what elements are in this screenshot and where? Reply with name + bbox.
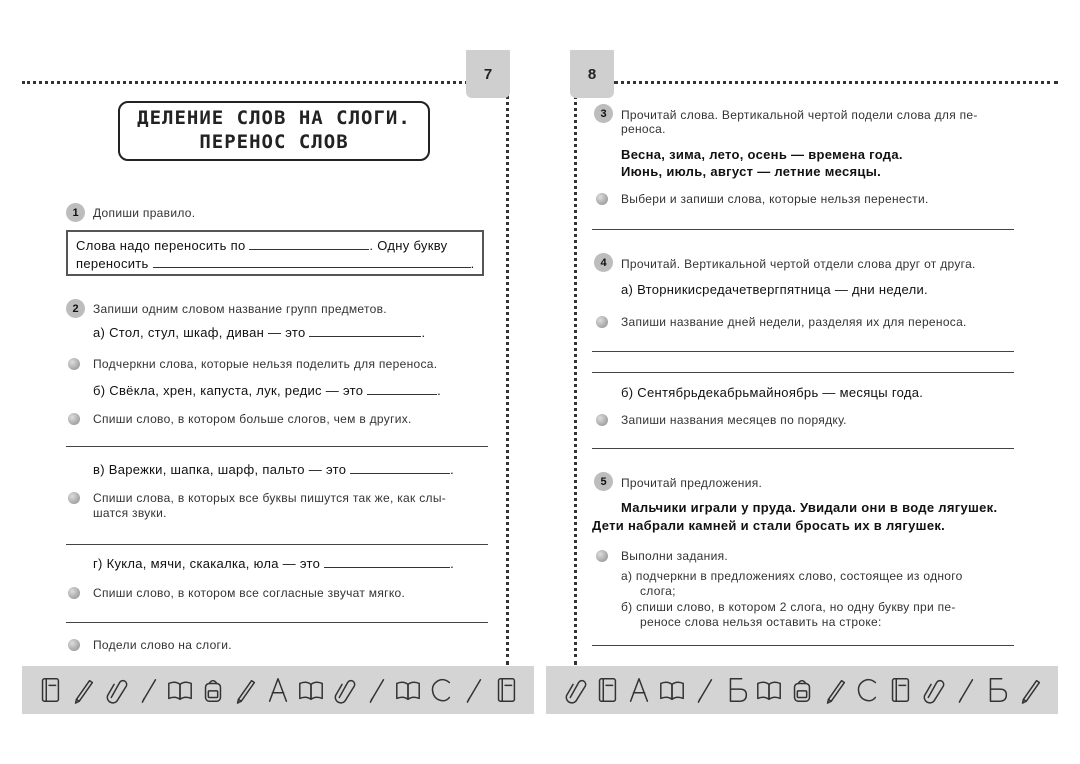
- answer-line[interactable]: [592, 645, 1014, 646]
- task3-words-line1: Весна, зима, лето, осень — времена года.: [621, 147, 903, 162]
- rule-line-1-start: Слова надо переносить по: [76, 238, 246, 253]
- pen-icon: [362, 674, 390, 706]
- task5-sentence-2: Дети набрали камней и стали бросать их в лягушек.: [592, 518, 946, 533]
- task-number-3: 3: [594, 104, 613, 123]
- left-dotted-margin: [506, 95, 509, 665]
- pencil-icon: [1016, 674, 1044, 706]
- task4-instruction: Прочитай. Вертикальной чертой отдели слова друг от друга.: [621, 257, 976, 271]
- answer-line[interactable]: [66, 544, 488, 545]
- rule-blank-1[interactable]: [249, 239, 369, 250]
- task3-words-line2: Июнь, июль, август — летние месяцы.: [621, 164, 882, 179]
- task3-instruction-line2: реноса.: [621, 122, 666, 136]
- task2-item-d-text: г) Кукла, мячи, скакалка, юла — это: [93, 556, 321, 571]
- answer-line[interactable]: [592, 351, 1014, 352]
- task2-bullet-a: Подчеркни слова, которые нельзя поделить для переноса.: [93, 357, 438, 371]
- task2-item-c-text: в) Варежки, шапка, шарф, пальто — это: [93, 462, 347, 477]
- task2-bullet-e: Подели слово на слоги.: [93, 638, 232, 652]
- notebook-icon: [593, 674, 621, 706]
- task1-instruction: Допиши правило.: [93, 206, 196, 220]
- rule-line-2-start: переносить: [76, 256, 149, 271]
- answer-line[interactable]: [592, 448, 1014, 449]
- paperclip-icon: [560, 674, 588, 706]
- letter-a-icon: [625, 674, 653, 706]
- pen-icon: [951, 674, 979, 706]
- notebook-icon: [36, 674, 64, 706]
- paperclip-icon: [918, 674, 946, 706]
- task2-blank-d[interactable]: [324, 557, 450, 568]
- task2-item-c: в) Варежки, шапка, шарф, пальто — это .: [93, 462, 455, 477]
- letter-b-icon: [983, 674, 1011, 706]
- notebook-icon: [492, 674, 520, 706]
- open-book-icon: [658, 674, 686, 706]
- task2-item-b-text: б) Свёкла, хрен, капуста, лук, редис — это: [93, 383, 364, 398]
- task-number-2: 2: [66, 299, 85, 318]
- pencil-icon: [69, 674, 97, 706]
- task5-item-a-line2: слога;: [640, 584, 676, 598]
- title-line-1: ДЕЛЕНИЕ СЛОВ НА СЛОГИ.: [137, 107, 411, 130]
- answer-line[interactable]: [66, 622, 488, 623]
- task5-instruction: Прочитай предложения.: [621, 476, 763, 490]
- answer-line[interactable]: [66, 446, 488, 447]
- task3-instruction-line1: Прочитай слова. Вертикальной чертой подели слова для пе-: [621, 108, 978, 122]
- task2-bullet-b: Спиши слово, в котором больше слогов, чем в других.: [93, 412, 412, 426]
- task4-item-b: б) Сентябрьдекабрьмайноябрь — месяцы года.: [621, 385, 924, 400]
- task2-item-d: г) Кукла, мячи, скакалка, юла — это .: [93, 556, 455, 571]
- backpack-icon: [788, 674, 816, 706]
- page-number-left: 7: [466, 50, 510, 98]
- task2-blank-b[interactable]: [367, 384, 437, 395]
- task5-bullet: Выполни задания.: [621, 549, 729, 563]
- bullet-icon: [596, 316, 608, 328]
- task2-item-a-text: а) Стол, стул, шкаф, диван — это: [93, 325, 306, 340]
- task-number-4: 4: [594, 253, 613, 272]
- task3-bullet: Выбери и запиши слова, которые нельзя перенести.: [621, 192, 929, 206]
- paperclip-icon: [329, 674, 357, 706]
- right-dotted-header-line: [614, 81, 1058, 84]
- rule-line-1-end: . Одну букву: [369, 238, 448, 253]
- task-number-5: 5: [594, 472, 613, 491]
- task5-sentence-1: Мальчики играли у пруда. Увидали они в воде лягушек.: [621, 500, 998, 515]
- letter-c-icon: [427, 674, 455, 706]
- task4-bullet-a: Запиши название дней недели, разделяя их для переноса.: [621, 315, 967, 329]
- task5-item-a-line1: а) подчеркни в предложениях слово, состоящее из одного: [621, 569, 963, 583]
- bullet-icon: [596, 414, 608, 426]
- task2-blank-c[interactable]: [350, 463, 450, 474]
- title-line-2: ПЕРЕНОС СЛОВ: [199, 131, 349, 153]
- rule-line-1: [76, 238, 447, 253]
- bullet-icon: [68, 358, 80, 370]
- answer-line[interactable]: [592, 229, 1014, 230]
- task2-bullet-d: Спиши слово, в котором все согласные звучат мягко.: [93, 586, 406, 600]
- rule-line-2: переносить .: [76, 256, 475, 271]
- bullet-icon: [68, 587, 80, 599]
- right-dotted-margin: [574, 95, 577, 665]
- open-book-icon: [166, 674, 194, 706]
- bullet-icon: [68, 413, 80, 425]
- letter-a-icon: [264, 674, 292, 706]
- left-dotted-header-line: [22, 81, 468, 84]
- pen-icon: [690, 674, 718, 706]
- open-book-icon: [394, 674, 422, 706]
- task4-bullet-b: Запиши названия месяцев по порядку.: [621, 413, 847, 427]
- task2-bullet-c-line2: шатся звуки.: [93, 506, 167, 520]
- pencil-icon: [821, 674, 849, 706]
- letter-c-icon: [853, 674, 881, 706]
- open-book-icon: [297, 674, 325, 706]
- decorative-icon-strip-right: [546, 666, 1058, 714]
- bullet-icon: [68, 492, 80, 504]
- notebook-icon: [886, 674, 914, 706]
- bullet-icon: [596, 550, 608, 562]
- pen-icon: [134, 674, 162, 706]
- letter-b-icon: [723, 674, 751, 706]
- task4-item-a: а) Вторникисредачетвергпятница — дни недели.: [621, 282, 928, 297]
- task2-blank-a[interactable]: [309, 326, 421, 337]
- open-book-icon: [755, 674, 783, 706]
- task5-item-b-line2: реносе слова нельзя оставить на строке:: [640, 615, 882, 629]
- rule-blank-2[interactable]: [153, 257, 471, 268]
- task-number-1: 1: [66, 203, 85, 222]
- page-number-right: 8: [570, 50, 614, 98]
- bullet-icon: [596, 193, 608, 205]
- backpack-icon: [199, 674, 227, 706]
- task2-instruction: Запиши одним словом название групп предметов.: [93, 302, 387, 316]
- answer-line[interactable]: [592, 372, 1014, 373]
- task2-item-b: б) Свёкла, хрен, капуста, лук, редис — это .: [93, 383, 442, 398]
- pen-icon: [459, 674, 487, 706]
- paperclip-icon: [101, 674, 129, 706]
- page-title: [118, 101, 430, 161]
- pencil-icon: [231, 674, 259, 706]
- task5-item-b-line1: б) спиши слово, в котором 2 слога, но одну букву при пе-: [621, 600, 956, 614]
- task2-bullet-c-line1: Спиши слова, в которых все буквы пишутся так же, как слы-: [93, 491, 447, 505]
- decorative-icon-strip-left: [22, 666, 534, 714]
- bullet-icon: [68, 639, 80, 651]
- task2-item-a: а) Стол, стул, шкаф, диван — это .: [93, 325, 426, 340]
